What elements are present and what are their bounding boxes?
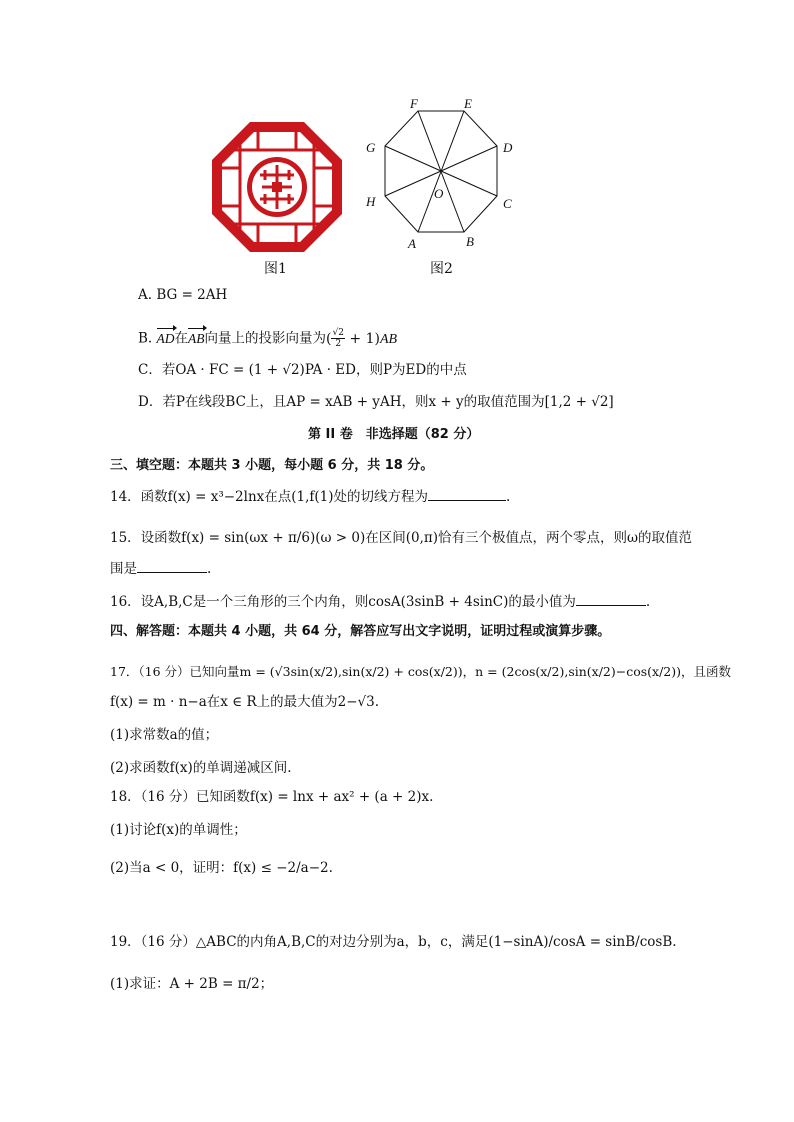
question-15-line1: 15．设函数f(x) = sin(ωx + π/6)(ω > 0)在区间(0,π)恰有三个极值点，两个零点，则ω的取值范 bbox=[110, 530, 693, 546]
octagon-diagram bbox=[360, 96, 530, 256]
question-16: 16．设A,B,C是一个三角形的三个内角，则cosA(3sinB + 4sinC)的最小值为 . bbox=[110, 591, 650, 612]
question-19: 19．（16 分）△ABC的内角A,B,C的对边分别为a，b，c，满足(1−sinA)/cosA = sinB/cosB. bbox=[110, 934, 677, 950]
fill-in-header: 三、填空题：本题共 3 小题，每小题 6 分，共 18 分。 bbox=[110, 458, 434, 473]
figure-2-octagon bbox=[360, 96, 530, 256]
label-F: F bbox=[410, 96, 418, 111]
question-17-part1: (1)求常数a的值； bbox=[110, 727, 219, 743]
option-B-projection-text: 向量上的投影向量为 bbox=[204, 330, 327, 347]
question-19-part1: (1)求证：A + 2B = π/2； bbox=[110, 976, 274, 992]
question-14: 14．函数f(x) = x³−2lnx在点(1,f(1)处的切线方程为 . bbox=[110, 486, 510, 507]
option-B-result: ( $\frac{√2}{2}$ + 1)AB bbox=[326, 328, 398, 349]
answer-blank-15[interactable] bbox=[137, 558, 207, 573]
option-B-word-in: 在 bbox=[174, 330, 189, 347]
figure-1-lattice bbox=[210, 120, 344, 254]
question-16-text: 16．设A,B,C是一个三角形的三个内角，则cosA(3sinB + 4sinC)的最小值为 bbox=[110, 594, 576, 610]
option-D: D．若P在线段BC上，且AP = xAB + yAH，则x + y的取值范围为[1,2 + √2] bbox=[138, 394, 614, 410]
question-18-part2: (2)当a < 0，证明：f(x) ≤ −2/a−2. bbox=[110, 860, 333, 876]
option-C: C．若OA · FC = (1 + √2)PA · ED，则P为ED的中点 bbox=[138, 362, 467, 378]
label-O: O bbox=[434, 186, 444, 201]
question-15-text: 围是 bbox=[110, 561, 137, 577]
label-B: B bbox=[466, 234, 474, 249]
label-C: C bbox=[503, 196, 512, 211]
question-17-line1: 17．（16 分）已知向量m = (√3sin(x/2),sin(x/2) + cos(x/2))，n = (2cos(x/2),sin(x/2)−cos(x/2))，且函数 bbox=[110, 664, 732, 679]
vector-AB: AB bbox=[188, 329, 205, 349]
label-E: E bbox=[464, 96, 472, 111]
vector-AD: AD bbox=[157, 329, 175, 349]
label-A: A bbox=[408, 236, 416, 251]
figure-1-caption: 图1 bbox=[264, 261, 287, 277]
label-H: H bbox=[366, 194, 376, 209]
lattice-octagon-icon bbox=[210, 120, 344, 254]
question-18-part1: (1)讨论f(x)的单调性； bbox=[110, 822, 247, 838]
frac-sqrt2-over-2: $\frac{√2}{2}$ bbox=[332, 328, 344, 349]
option-B-prefix: B. bbox=[138, 330, 157, 347]
question-15-line2: 围是 . bbox=[110, 558, 211, 579]
answer-blank-14[interactable] bbox=[428, 486, 506, 501]
answer-blank-16[interactable] bbox=[576, 591, 646, 606]
label-G: G bbox=[366, 140, 376, 155]
question-14-text: 14．函数f(x) = x³−2lnx在点(1,f(1)处的切线方程为 bbox=[110, 489, 429, 505]
option-A: A. BG = 2AH bbox=[138, 287, 228, 303]
option-B bbox=[138, 328, 397, 350]
question-17-part2: (2)求函数f(x)的单调递减区间. bbox=[110, 760, 292, 776]
answer-section-header: 四、解答题：本题共 4 小题，共 64 分，解答应写出文字说明，证明过程或演算步骤。 bbox=[110, 624, 611, 639]
figure-2-caption: 图2 bbox=[430, 261, 453, 277]
question-18: 18．（16 分）已知函数f(x) = lnx + ax² + (a + 2)x. bbox=[110, 789, 434, 805]
label-D: D bbox=[503, 140, 513, 155]
section-2-title: 第 II 卷 非选择题（82 分） bbox=[308, 427, 480, 442]
question-17-line2: f(x) = m · n−a在x ∈ R上的最大值为2−√3. bbox=[110, 694, 380, 710]
